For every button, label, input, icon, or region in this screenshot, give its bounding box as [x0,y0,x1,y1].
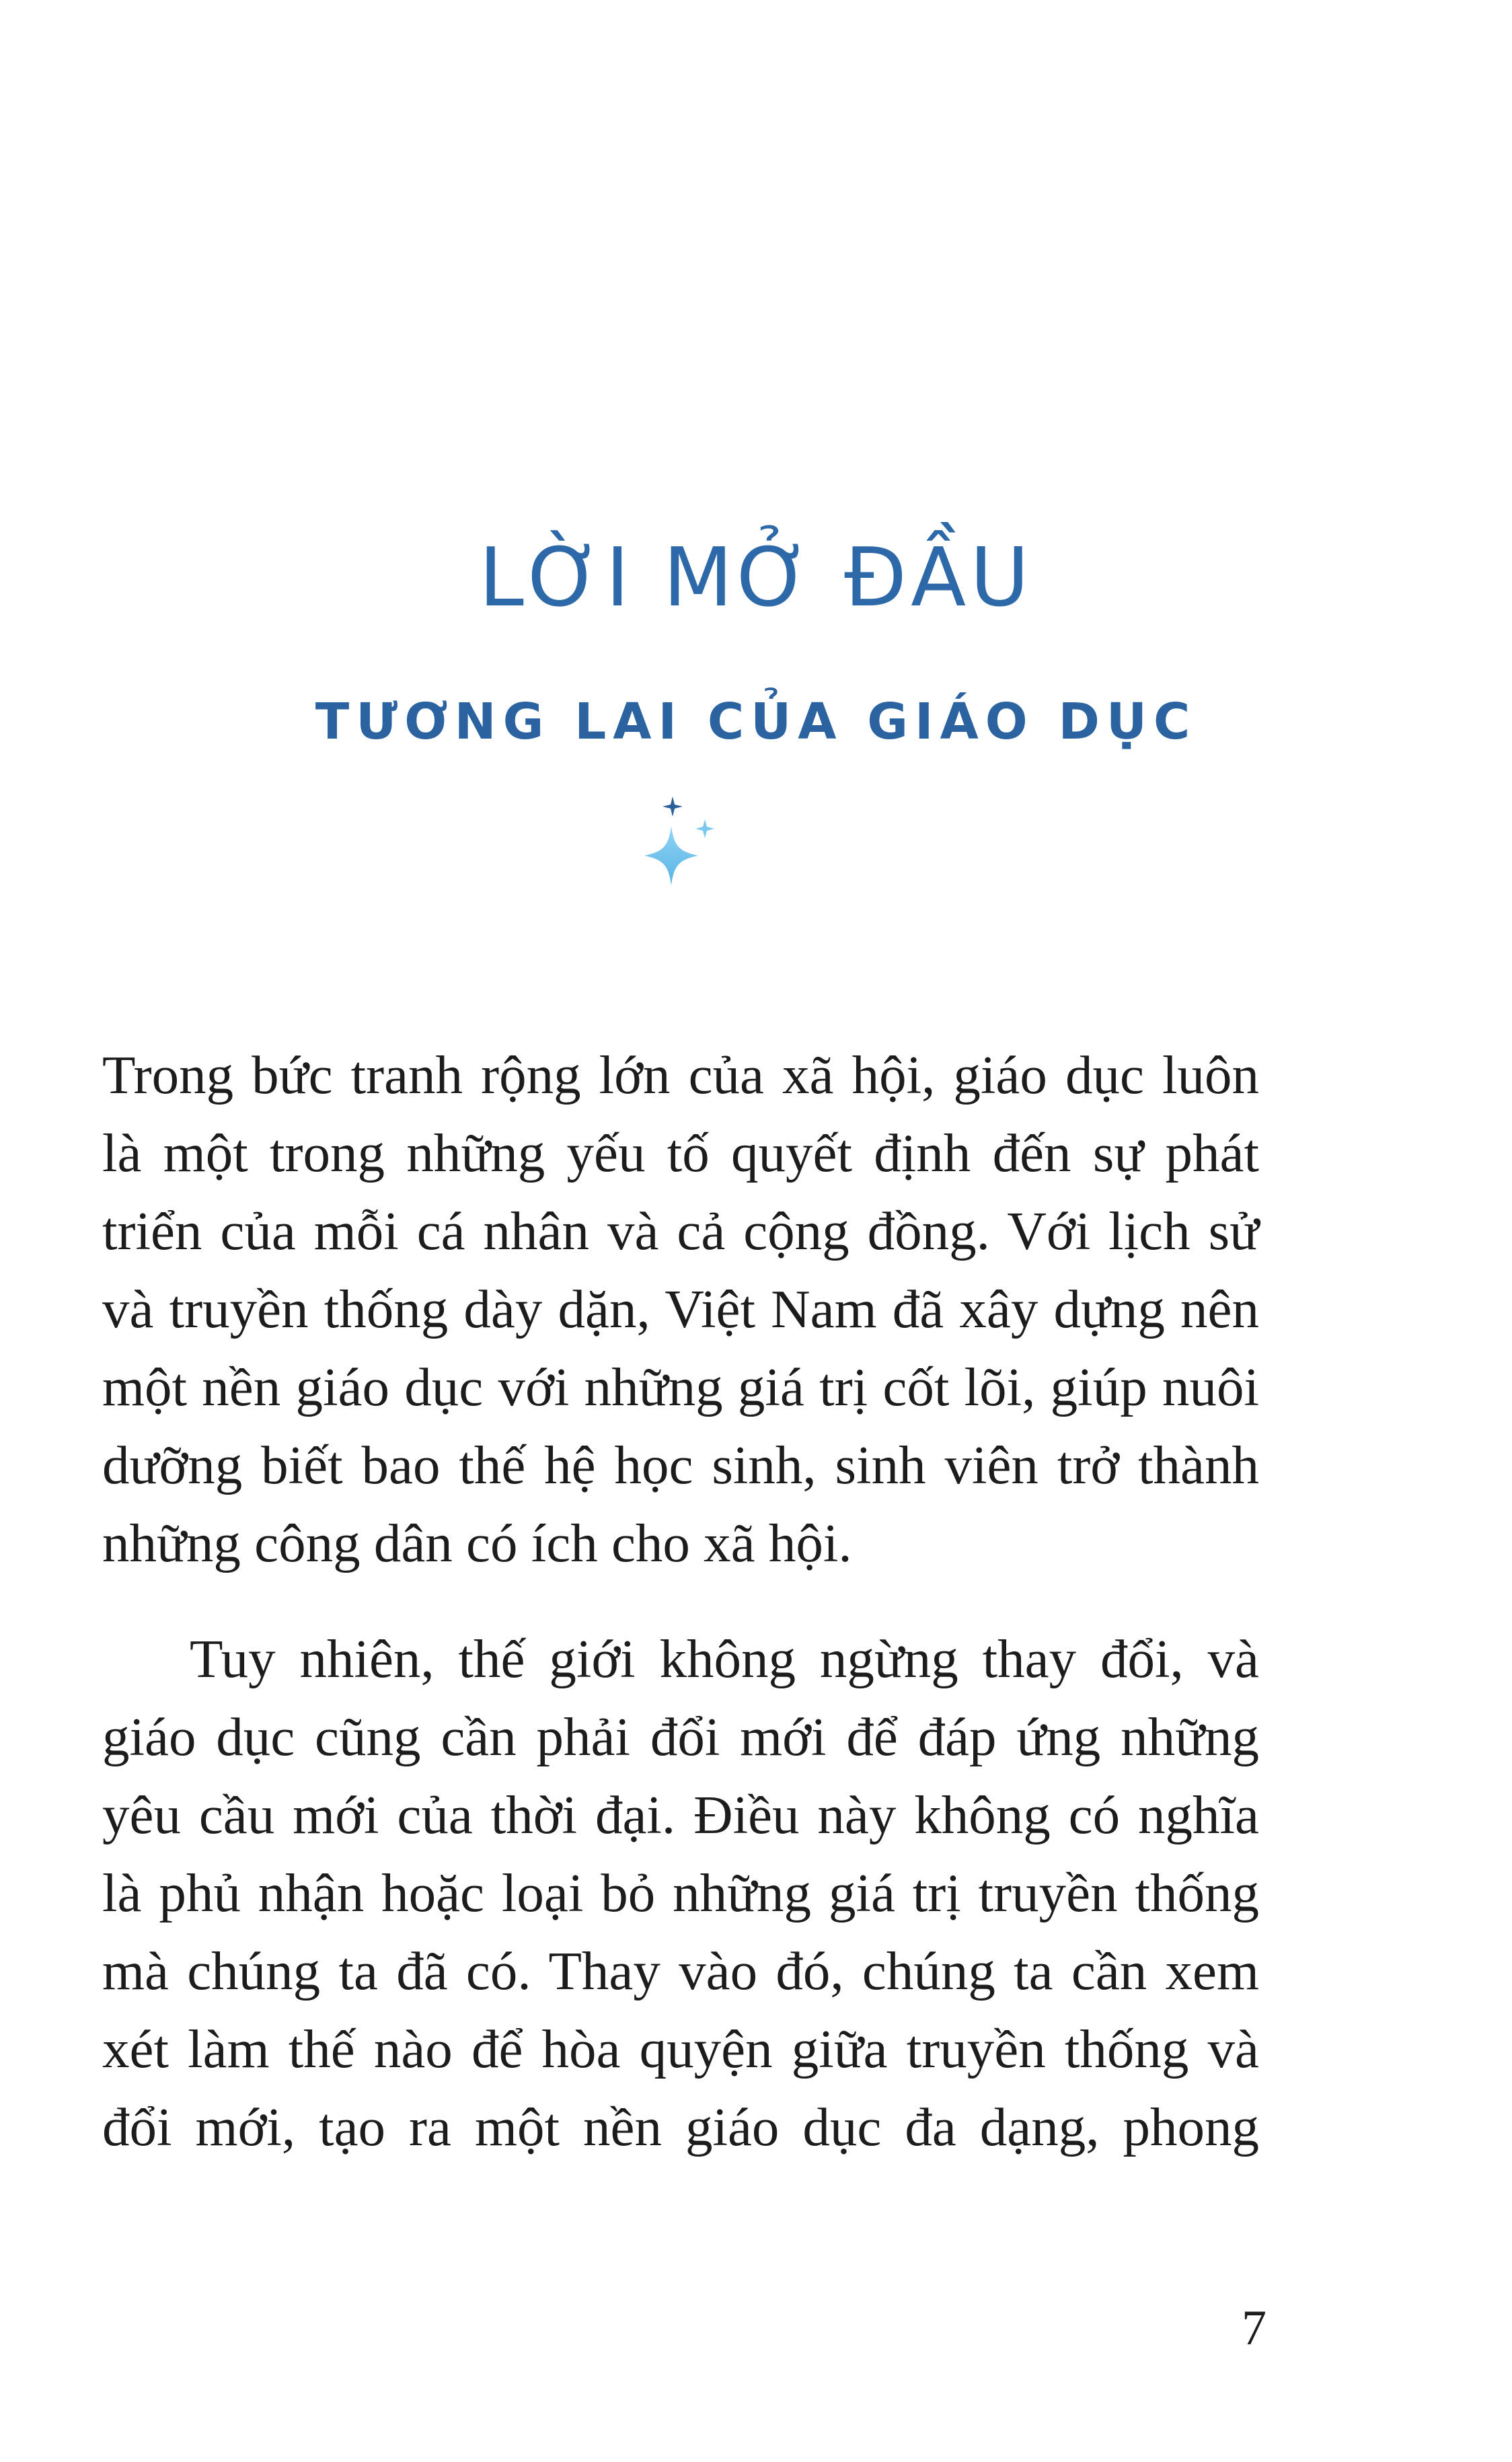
chapter-title: LỜI MỞ ĐẦU [478,531,1034,625]
paragraph-line: Tuy nhiên, thế giới không ngừng thay đổi, và [190,1629,1259,1689]
paragraph [102,1620,1259,2166]
sparkle-icon [632,794,726,895]
paragraph-line: một nền giáo dục với những giá trị cốt lõi, giúp nuôi [102,1357,1259,1417]
paragraph-line: mà chúng ta đã có. Thay vào đó, chúng ta cần xem [102,1941,1259,2001]
paragraph-line: những công dân có ích cho xã hội. [102,1513,852,1573]
paragraph-line: và truyền thống dày dặn, Việt Nam đã xây dựng nên [102,1279,1259,1339]
paragraph-line: đổi mới, tạo ra một nền giáo dục đa dạng, phong [102,2097,1259,2157]
chapter-subtitle: TƯƠNG LAI CỦA GIÁO DỤC [315,693,1197,751]
paragraph-line: Trong bức tranh rộng lớn của xã hội, giáo dục luôn [102,1045,1259,1105]
paragraph-line: dưỡng biết bao thế hệ học sinh, sinh viên trở thành [102,1435,1259,1495]
paragraph-line: triển của mỗi cá nhân và cả cộng đồng. Với lịch sử [102,1201,1259,1261]
paragraph-line: xét làm thế nào để hòa quyện giữa truyền thống và [102,2019,1259,2079]
paragraph-line: yêu cầu mới của thời đại. Điều này không có nghĩa [102,1785,1259,1845]
paragraph-line: là phủ nhận hoặc loại bỏ những giá trị truyền thống [102,1863,1259,1923]
page-number: 7 [1242,2301,1267,2356]
paragraph-line: giáo dục cũng cần phải đổi mới để đáp ứng những [102,1707,1259,1767]
paragraph-line: là một trong những yếu tố quyết định đến sự phát [102,1123,1259,1183]
paragraph [102,1036,1259,1582]
